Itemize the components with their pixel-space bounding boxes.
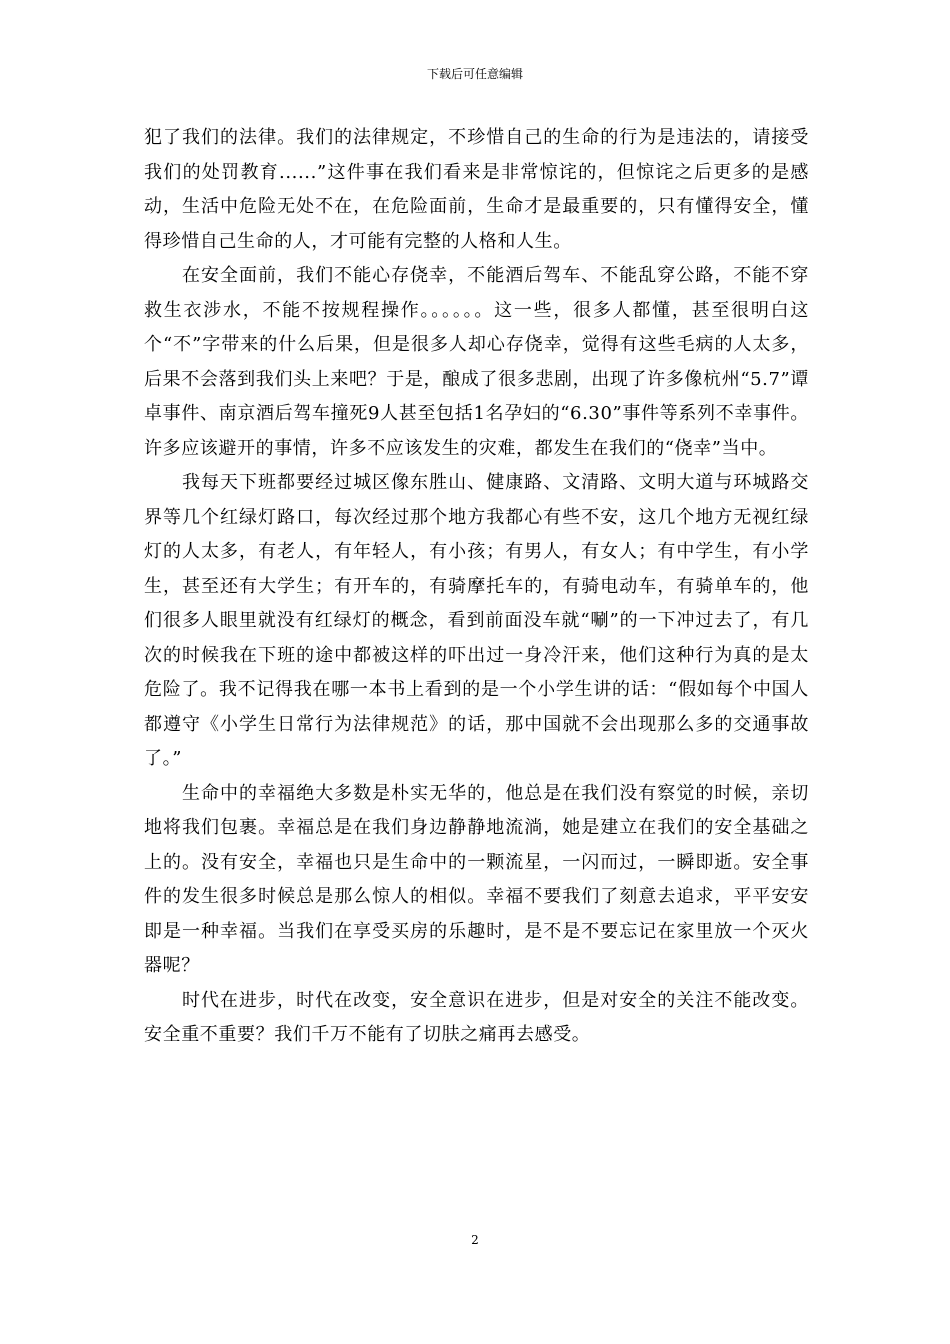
page-number: 2 xyxy=(471,1233,479,1247)
document-body xyxy=(144,121,809,1053)
paragraph-1: 犯了我们的法律。我们的法律规定，不珍惜自己的生命的行为是违法的，请接受我们的处罚教育......”这件事在我们看来是非常惊诧的，但惊诧之后更多的是感动，生活中危险无处不在，在危险面前，生命才是最重要的，只有懂得安全，懂得珍惜自己生命的人，才可能有完整的人格和人生。 xyxy=(144,127,809,252)
paragraph-3: 我每天下班都要经过城区像东胜山、健康路、文清路、文明大道与环城路交界等几个红绿灯路口，每次经过那个地方我都心有些不安，这几个地方无视红绿灯的人太多，有老人，有年轻人，有小孩；有男人，有女人；有中学生，有小学生，甚至还有大学生；有开车的，有骑摩托车的，有骑电动车，有骑单车的，他们很多人眼里就没有红绿灯的概念，看到前面没车就“唰”的一下冲过去了，有几次的时候我在下班的途中都被这样的吓出过一身冷汗来，他们这种行为真的是太危险了。我不记得我在哪一本书上看到的是一个小学生讲的话：“假如每个中国人都遵守《小学生日常行为法律规范》的话，那中国就不会出现那么多的交通事故了。” xyxy=(144,472,809,769)
paragraph-2: 在安全面前，我们不能心存侥幸，不能酒后驾车、不能乱穿公路，不能不穿救生衣涉水，不能不按规程操作。。。。。。这一些，很多人都懂，甚至很明白这个“不”字带来的什么后果，但是很多人却心存侥幸，觉得有这些毛病的人太多，后果不会落到我们头上来吧？于是，酿成了很多悲剧，出现了许多像杭州“5.7”谭卓事件、南京酒后驾车撞死9人甚至包括1名孕妇的“6.30”事件等系列不幸事件。许多应该避开的事情，许多不应该发生的灾难，都发生在我们的“侥幸”当中。 xyxy=(144,265,809,459)
paragraph-5: 时代在进步，时代在改变，安全意识在进步，但是对安全的关注不能改变。安全重不重要？我们千万不能有了切肤之痛再去感受。 xyxy=(144,989,809,1045)
paragraph-4: 生命中的幸福绝大多数是朴实无华的，他总是在我们没有察觉的时候，亲切地将我们包裹。幸福总是在我们身边静静地流淌，她是建立在我们的安全基础之上的。没有安全，幸福也只是生命中的一颗流星，一闪而过，一瞬即逝。安全事件的发生很多时候总是那么惊人的相似。幸福不要我们了刻意去追求，平平安安即是一种幸福。当我们在享受买房的乐趣时，是不是不要忘记在家里放一个灭火器呢？ xyxy=(144,782,809,976)
page-header: 下载后可任意编辑 xyxy=(426,67,523,81)
